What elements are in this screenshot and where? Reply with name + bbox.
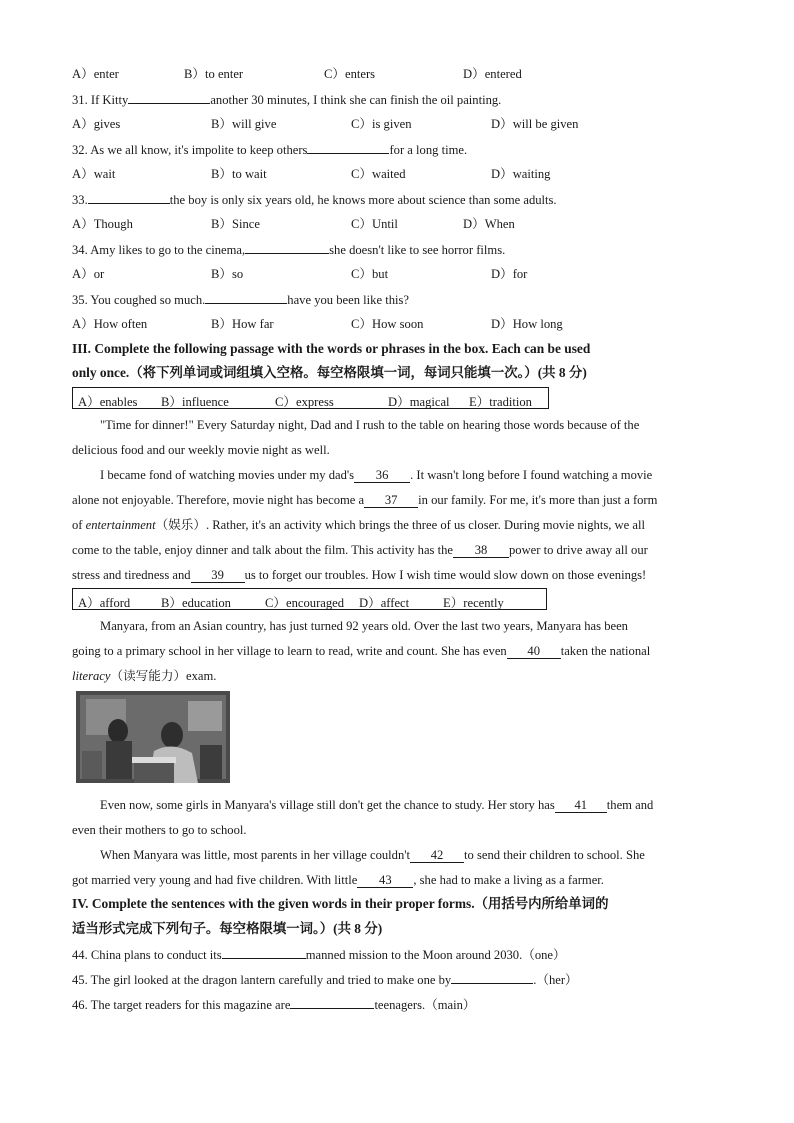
q35-option-b: B）How far [211,317,274,331]
q33-option-c: C）Until [351,217,398,231]
passage-4-line: Even now, some girls in Manyara's village still don't get the chance to study. Her story has 41 them and [100,798,654,812]
question-44: 44. China plans to conduct its manned mission to the Moon around 2030.（one） [72,948,566,962]
answer-blank [451,971,533,984]
word-box-1 [72,387,549,409]
blank-42: 42 [410,848,464,863]
q30-option-b: B）to enter [184,67,244,81]
blank-38: 38 [453,543,509,558]
passage-1-line: "Time for dinner!" Every Saturday night, Dad and I rush to the table on hearing those words because of the [100,418,640,432]
passage-1-line: delicious food and our weekly movie night as well. [72,443,330,457]
q31-option-d: D）will be given [491,117,579,131]
q34-option-d: D）for [491,267,528,281]
word-box-1-item: D）magical [388,395,450,409]
passage-2-line: I became fond of watching movies under my dad's 36 . It wasn't long before I found watching a movie [100,468,653,482]
word-box-2-item: D）affect [359,596,410,610]
blank-36: 36 [354,468,410,483]
photo-illustration [76,691,230,783]
question-32: 32. As we all know, it's impolite to keep others for a long time. [72,143,468,157]
word-box-1-item: C）express [275,395,334,409]
manyara-classroom-photo [76,691,230,783]
q31-option-a: A）gives [72,117,121,131]
q32-option-d: D）waiting [491,167,551,181]
q34-option-a: A）or [72,267,105,281]
word-box-2-item: A）afford [78,596,131,610]
section-3-heading-line-1: III. Complete the following passage with the words or phrases in the box. Each can be used [72,341,591,356]
question-46: 46. The target readers for this magazine are teenagers.（main） [72,998,476,1012]
question-33: 33. the boy is only six years old, he knows more about science than some adults. [72,193,557,207]
answer-blank [222,946,306,959]
q35-option-d: D）How long [491,317,563,331]
word-box-2-item: E）recently [443,596,504,610]
passage-2-line: alone not enjoyable. Therefore, movie night has become a 37 in our family. For me, it's more than just a form [72,493,658,507]
q31-option-c: C）is given [351,117,412,131]
question-35: 35. You coughed so much. have you been like this? [72,293,409,307]
word-box-2-item: B）education [161,596,231,610]
passage-5-line: When Manyara was little, most parents in her village couldn't 42 to send their children to school. She [100,848,645,862]
q32-option-a: A）wait [72,167,116,181]
answer-blank [88,191,170,204]
q32-option-c: C）waited [351,167,406,181]
passage-2-line: come to the table, enjoy dinner and talk about the film. This activity has the 38 power to drive away all our [72,543,648,557]
q30-option-d: D）entered [463,67,522,81]
q34-option-c: C）but [351,267,389,281]
q31-option-b: B）will give [211,117,277,131]
q30-option-c: C）enters [324,67,376,81]
question-45: 45. The girl looked at the dragon lantern carefully and tried to make one by .（her） [72,973,578,987]
blank-39: 39 [191,568,245,583]
passage-2-line: stress and tiredness and 39 us to forget our troubles. How I wish time would slow down on those evenings! [72,568,647,582]
q33-option-b: B）Since [211,217,260,231]
question-31: 31. If Kitty another 30 minutes, I think she can finish the oil painting. [72,93,502,107]
answer-blank [290,996,374,1009]
word-box-1-item: E）tradition [469,395,532,409]
q34-option-b: B）so [211,267,244,281]
section-4-heading-line-1: IV. Complete the sentences with the given words in their proper forms.（用括号内所给单词的 [72,896,609,911]
q33-option-d: D）When [463,217,515,231]
q33-option-a: A）Though [72,217,133,231]
q35-option-c: C）How soon [351,317,424,331]
passage-3-line: literacy（读写能力）exam. [72,669,217,683]
word-box-2-item: C）encouraged [265,596,345,610]
passage-2-line: of entertainment（娱乐）. Rather, it's an activity which brings the three of us closer. During movie nights, we all [72,518,645,532]
section-3-heading-line-2: only once.（将下列单词或词组填入空格。每空格限填一词，每词只能填一次。）(共 8 分) [72,365,587,380]
passage-3-line: Manyara, from an Asian country, has just turned 92 years old. Over the last two years, Manyara has been [100,619,628,633]
blank-41: 41 [555,798,607,813]
q35-option-a: A）How often [72,317,148,331]
word-box-1-item: B）influence [161,395,229,409]
section-4-heading-line-2: 适当形式完成下列句子。每空格限填一词。）(共 8 分) [72,921,383,936]
blank-40: 40 [507,644,561,659]
blank-37: 37 [364,493,418,508]
q32-option-b: B）to wait [211,167,267,181]
blank-43: 43 [357,873,413,888]
question-34: 34. Amy likes to go to the cinema, she doesn't like to see horror films. [72,243,506,257]
passage-4-line: even their mothers to go to school. [72,823,247,837]
q30-option-a: A）enter [72,67,119,81]
passage-5-line: got married very young and had five children. With little 43 , she had to make a living as a farmer. [72,873,604,887]
answer-blank [245,241,329,254]
answer-blank [128,91,210,104]
word-box-1-item: A）enables [78,395,138,409]
word-box-2 [72,588,547,610]
passage-3-line: going to a primary school in her village to learn to read, write and count. She has even 40 taken the national [72,644,651,658]
answer-blank [307,141,389,154]
answer-blank [205,291,287,304]
